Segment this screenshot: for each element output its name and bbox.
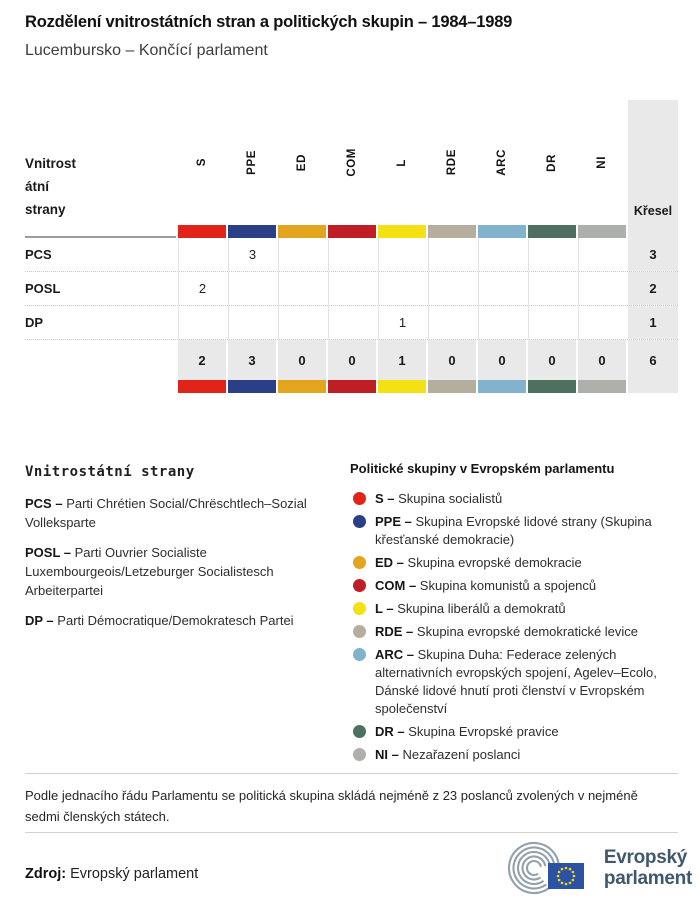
eu-flag-icon (548, 863, 584, 889)
color-bar-s (178, 225, 226, 238)
column-header-seats: Křesel (628, 100, 678, 225)
seat-cell (428, 238, 476, 271)
hemicycle-icon (496, 841, 596, 895)
group-color-bar-top (25, 225, 678, 238)
color-bar-ppe (228, 225, 276, 238)
color-bar-rde (428, 225, 476, 238)
seat-cell: 2 (178, 272, 226, 305)
total-cell: 0 (478, 340, 526, 380)
seats-table (25, 100, 678, 393)
source-label: Zdroj: (25, 866, 67, 882)
s-color-dot-icon (353, 492, 366, 505)
total-cell: 3 (228, 340, 276, 380)
seat-cell (178, 306, 226, 339)
row-seats-total: 1 (628, 306, 678, 339)
legend-item-pcs: PCS – Parti Chrétien Social/Chrëschtlech–Sozial Volleksparte (25, 496, 307, 530)
divider (25, 773, 678, 774)
legend-item-s: S – Skupina socialistů (350, 490, 690, 508)
total-cell: 0 (578, 340, 626, 380)
seats-col-spacer (628, 225, 678, 238)
seat-cell (478, 306, 526, 339)
color-bar-ni (578, 225, 626, 238)
source-text: Evropský parlament (70, 866, 199, 882)
political-groups-heading: Politické skupiny v Evropském parlamentu (350, 461, 615, 476)
seat-cell (328, 272, 376, 305)
page-subtitle: Lucembursko – Končící parlament (25, 42, 268, 59)
seat-cell (228, 272, 276, 305)
table-corner-label (25, 100, 176, 225)
color-bar-l (378, 225, 426, 238)
dr-color-dot-icon (353, 725, 366, 738)
national-parties-legend (25, 464, 332, 641)
ppe-color-dot-icon (353, 515, 366, 528)
party-name: POSL (25, 281, 61, 296)
page-title: Rozdělení vnitrostátních stran a politických skupin – 1984–1989 (25, 13, 513, 31)
seat-cell (528, 306, 576, 339)
column-header-arc: ARC (496, 149, 508, 176)
legend-item-arc: ARC – Skupina Duha: Federace zelených alternativních evropských spojení, Agelev–Ecolo, Dánské lidové hnutí proti členství v Evropském společenství (350, 646, 690, 718)
national-parties-heading: Vnitrostátní strany (25, 464, 195, 480)
color-bar-ed (278, 380, 326, 393)
corner-label-line: strany (25, 202, 66, 217)
column-header-s: S (196, 158, 208, 167)
seat-cell (378, 272, 426, 305)
footnote: Podle jednacího řádu Parlamentu se politická skupina skládá nejméně z 23 poslanců zvolených v nejméně sedmi členských státech. (25, 788, 638, 824)
column-header-ppe: PPE (246, 150, 258, 175)
row-seats-total: 2 (628, 272, 678, 305)
column-header-com: COM (346, 148, 358, 177)
seat-cell (428, 306, 476, 339)
ep-logo (496, 841, 692, 895)
ep-logo-text: Evropský parlament (603, 847, 692, 889)
party-name: PCS (25, 247, 52, 262)
color-bar-rde (428, 380, 476, 393)
column-header-dr: DR (546, 153, 558, 172)
divider (25, 832, 678, 833)
seat-cell (328, 306, 376, 339)
political-groups-legend (350, 461, 690, 769)
seat-cell (528, 238, 576, 271)
l-color-dot-icon (353, 602, 366, 615)
seat-cell (278, 306, 326, 339)
legend-item-rde: RDE – Skupina evropské demokratické levice (350, 623, 690, 641)
table-row-dp (25, 306, 678, 340)
grand-total-seats: 6 (628, 340, 678, 380)
seat-cell (428, 272, 476, 305)
column-header-l: L (396, 158, 408, 167)
legend-item-dr: DR – Skupina Evropské pravice (350, 723, 690, 741)
bottom-bar-spacer (25, 380, 176, 393)
corner-underline (25, 225, 176, 238)
seat-cell (578, 272, 626, 305)
total-cell: 1 (378, 340, 426, 380)
seat-cell (578, 238, 626, 271)
total-cell: 0 (528, 340, 576, 380)
color-bar-s (178, 380, 226, 393)
ni-color-dot-icon (353, 748, 366, 761)
total-cell: 0 (328, 340, 376, 380)
table-totals-row (25, 340, 678, 380)
legend-item-ppe: PPE – Skupina Evropské lidové strany (Skupina křesťanské demokracie) (350, 513, 690, 549)
color-bar-ppe (228, 380, 276, 393)
table-header-row (25, 100, 678, 225)
legend-item-ni: NI – Nezařazení poslanci (350, 746, 690, 764)
seat-cell (378, 238, 426, 271)
column-header-ni: NI (596, 156, 608, 169)
legend-item-l: L – Skupina liberálů a demokratů (350, 600, 690, 618)
seat-cell (578, 306, 626, 339)
seat-cell (278, 272, 326, 305)
corner-label-line: Vnitrost (25, 156, 77, 171)
seat-cell: 3 (228, 238, 276, 271)
ed-color-dot-icon (353, 556, 366, 569)
party-name: DP (25, 315, 44, 330)
color-bar-ni (578, 380, 626, 393)
total-cell: 0 (428, 340, 476, 380)
com-color-dot-icon (353, 579, 366, 592)
seat-cell (228, 306, 276, 339)
legend-item-dp: DP – Parti Démocratique/Demokratesch Partei (25, 613, 294, 628)
color-bar-ed (278, 225, 326, 238)
column-header-ed: ED (296, 153, 308, 172)
group-color-bar-bottom (25, 380, 678, 393)
legend-item-ed: ED – Skupina evropské demokracie (350, 554, 690, 572)
color-bar-dr (528, 225, 576, 238)
seat-cell (478, 272, 526, 305)
arc-color-dot-icon (353, 648, 366, 661)
corner-label-line: átní (25, 179, 50, 194)
color-bar-com (328, 225, 376, 238)
total-cell: 2 (178, 340, 226, 380)
seats-col-spacer (628, 380, 678, 393)
legend-item-com: COM – Skupina komunistů a spojenců (350, 577, 690, 595)
column-header-rde: RDE (446, 149, 458, 176)
seat-cell: 1 (378, 306, 426, 339)
rde-color-dot-icon (353, 625, 366, 638)
legend-item-posl: POSL – Parti Ouvrier Socialiste Luxembourgeois/Letzeburger Socialistesch Arbeiterpartei (25, 545, 274, 598)
table-row-posl (25, 272, 678, 306)
totals-label-spacer (25, 340, 176, 380)
total-cell: 0 (278, 340, 326, 380)
source-line (25, 866, 198, 882)
seat-cell (178, 238, 226, 271)
seat-cell (328, 238, 376, 271)
table-row-pcs (25, 238, 678, 272)
color-bar-arc (478, 225, 526, 238)
seat-cell (278, 238, 326, 271)
color-bar-dr (528, 380, 576, 393)
seat-cell (528, 272, 576, 305)
color-bar-l (378, 380, 426, 393)
color-bar-com (328, 380, 376, 393)
seat-cell (478, 238, 526, 271)
row-seats-total: 3 (628, 238, 678, 271)
color-bar-arc (478, 380, 526, 393)
